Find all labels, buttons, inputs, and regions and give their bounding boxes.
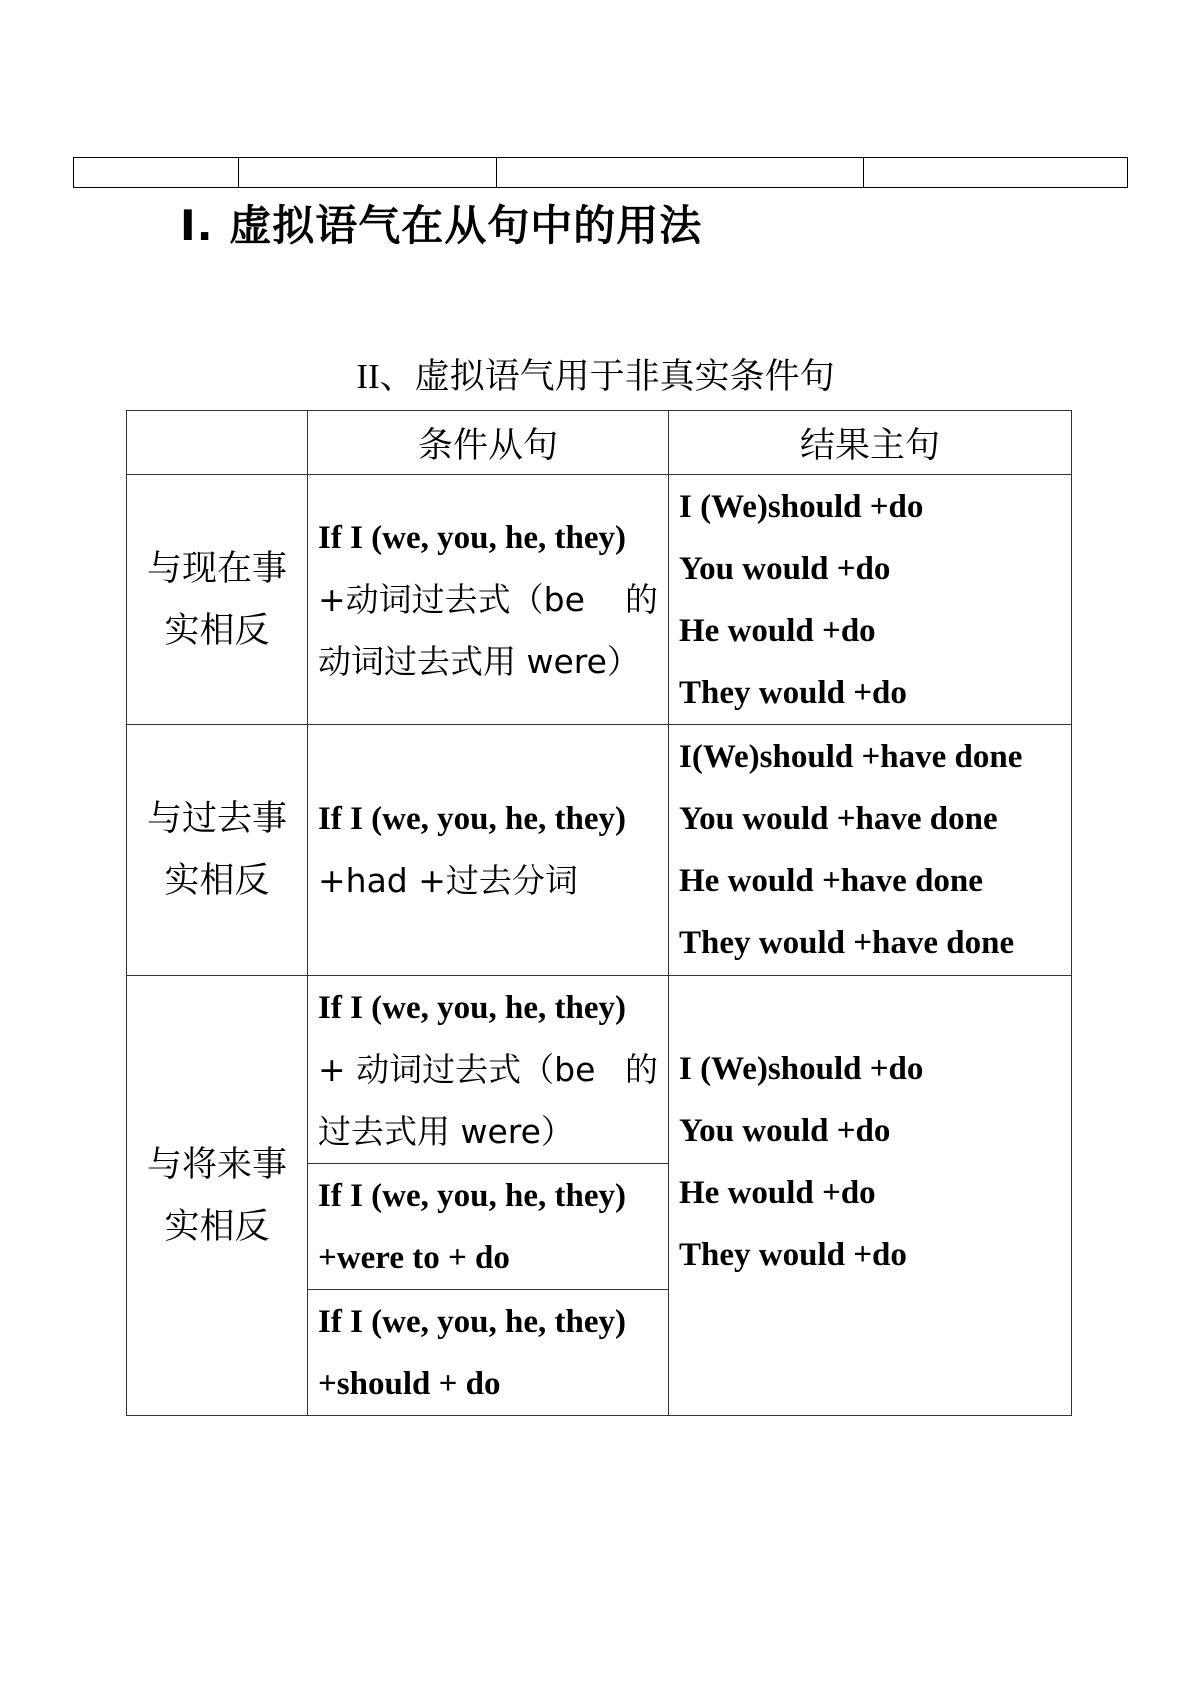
table-row-future (127, 976, 1072, 1164)
row-label-line: 实相反 (164, 1206, 270, 1247)
condition-cell-future-1 (308, 976, 669, 1164)
section-heading-2: II、虚拟语气用于非真实条件句 (356, 357, 835, 396)
result-line: He would +have done (679, 863, 983, 899)
result-line: They would +do (679, 674, 907, 711)
table-row-past (127, 725, 1072, 976)
conditional-table (126, 410, 1072, 1416)
row-label-line: 与将来事 (146, 1144, 287, 1185)
row-label-present (127, 475, 308, 725)
top-table-cell (864, 158, 1128, 188)
row-label-line: 与现在事 (146, 548, 287, 589)
condition-cell-future-3 (308, 1290, 669, 1416)
table-header-row (127, 411, 1072, 475)
condition-line: 动词过去式用 were） (318, 641, 640, 681)
result-cell-future (669, 976, 1072, 1416)
result-line: I (We)should +do (679, 1051, 924, 1087)
table-row-present (127, 475, 1072, 725)
result-line: They would +have done (679, 925, 1015, 961)
condition-line: If I (we, you, he, they) (318, 989, 626, 1026)
condition-line: If I (we, you, he, they) (318, 801, 626, 837)
result-line: They would +do (679, 1237, 907, 1273)
condition-fragment: 的 (625, 579, 658, 619)
condition-cell-future-2 (308, 1164, 669, 1290)
condition-fragment: + 动词过去式（be (318, 1049, 596, 1089)
result-line: I (We)should +do (679, 488, 924, 525)
condition-line (318, 1039, 658, 1101)
header-cell-blank (127, 411, 308, 475)
header-cell-condition: 条件从句 (308, 411, 669, 475)
result-line: I(We)should +have done (679, 739, 1023, 775)
condition-fragment: 的 (625, 1049, 658, 1089)
result-line: He would +do (679, 612, 876, 649)
result-line: You would +do (679, 1113, 891, 1149)
row-label-line: 与过去事 (146, 799, 287, 839)
top-table-cell (497, 158, 864, 188)
result-line: You would +do (679, 550, 891, 587)
condition-line (318, 569, 658, 631)
section-number: I. (180, 201, 214, 250)
row-label-past (127, 725, 308, 976)
condition-line: +should + do (318, 1365, 501, 1402)
condition-line: If I (we, you, he, they) (318, 519, 626, 556)
condition-cell-present (308, 475, 669, 725)
condition-line: If I (we, you, he, they) (318, 1303, 626, 1340)
result-cell-present (669, 475, 1072, 725)
condition-cell-past (308, 725, 669, 976)
header-cell-result: 结果主句 (669, 411, 1072, 475)
condition-line: If I (we, you, he, they) (318, 1177, 626, 1214)
condition-line: 过去式用 were） (318, 1111, 574, 1151)
top-empty-table (73, 157, 1128, 188)
row-label-future (127, 976, 308, 1416)
row-label-line: 实相反 (164, 861, 270, 901)
section-heading-1 (180, 196, 702, 256)
condition-line: +were to + do (318, 1239, 510, 1276)
section-title: 虚拟语气在从句中的用法 (229, 201, 703, 250)
row-label-line: 实相反 (164, 610, 270, 651)
result-line: He would +do (679, 1175, 876, 1211)
condition-fragment: +动词过去式（be (318, 579, 585, 619)
result-cell-past (669, 725, 1072, 976)
condition-line: +had +过去分词 (318, 861, 578, 900)
top-table-cell (239, 158, 497, 188)
result-line: You would +have done (679, 801, 998, 837)
top-table-cell (74, 158, 239, 188)
